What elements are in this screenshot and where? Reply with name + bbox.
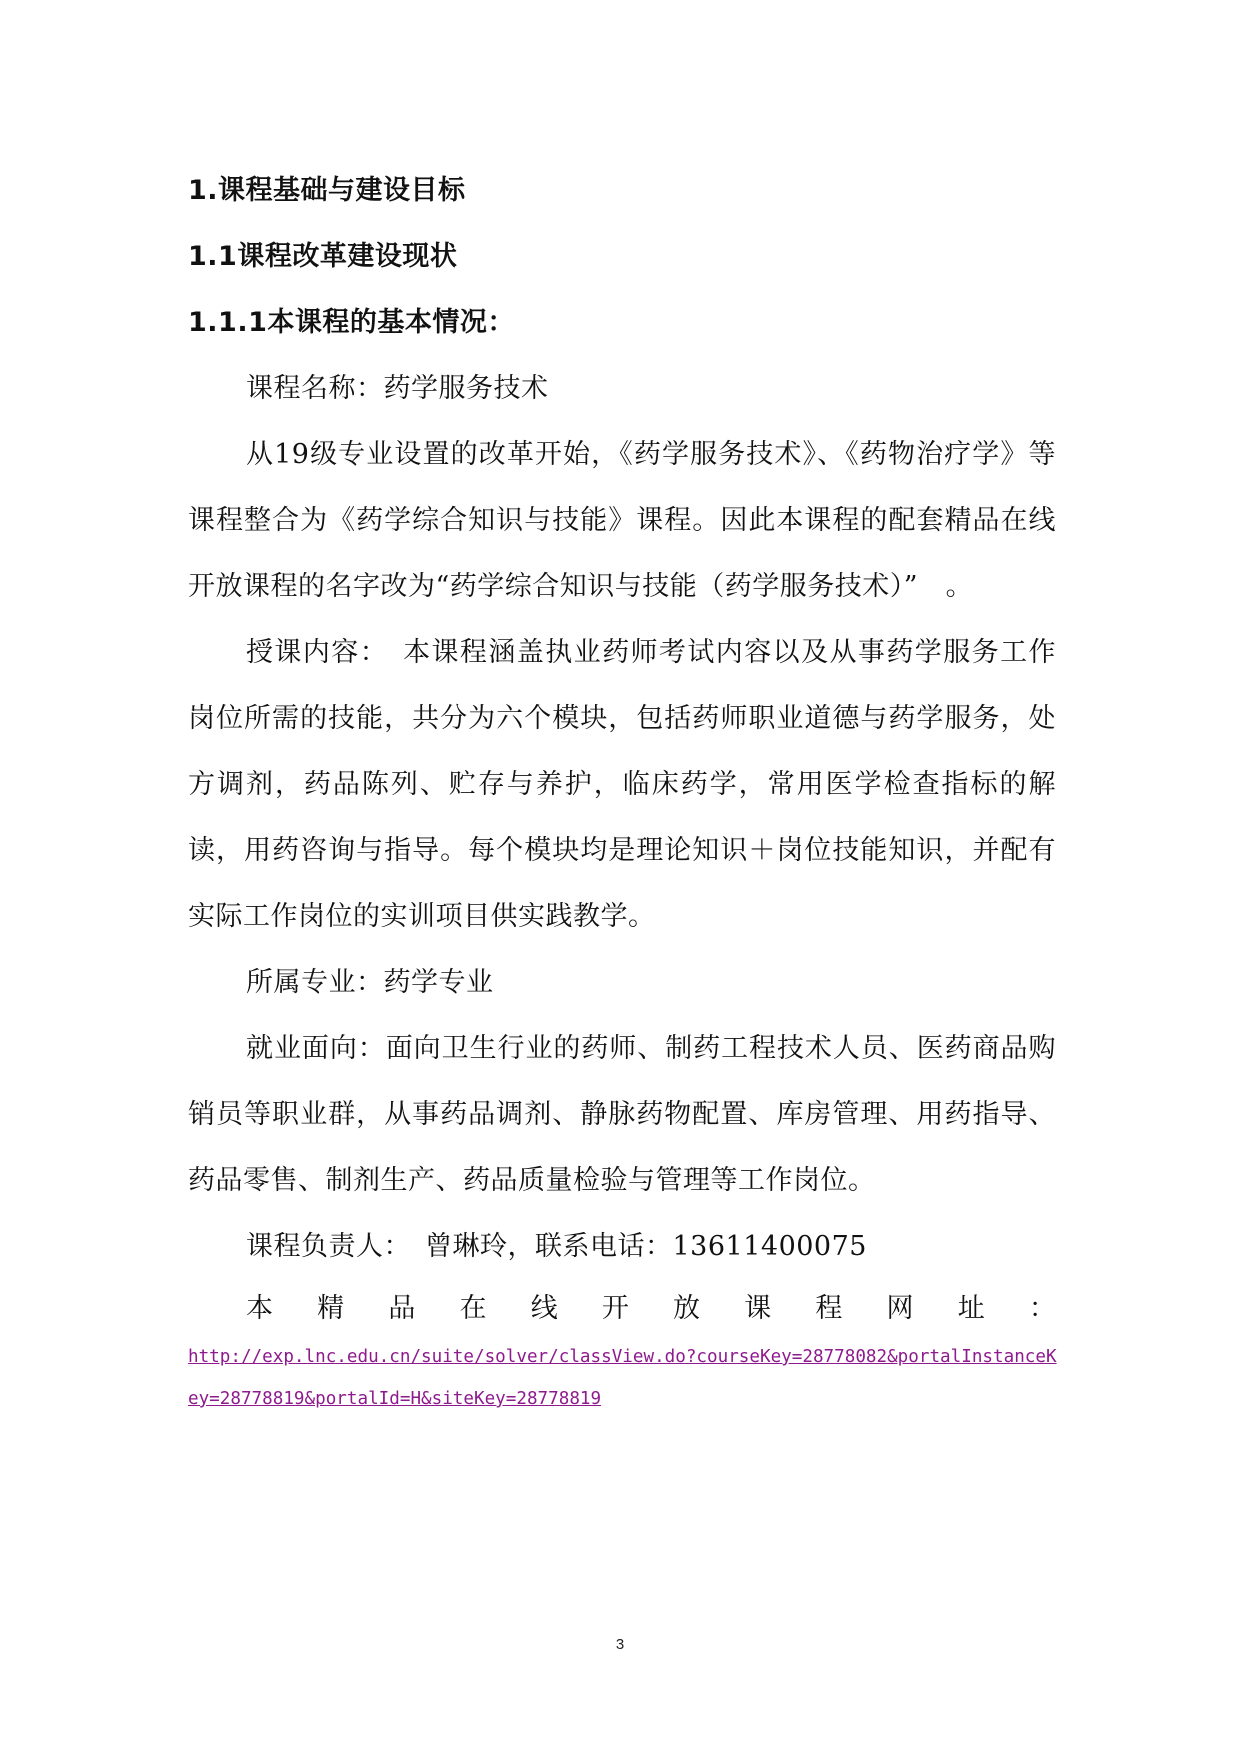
website-label [188, 1280, 1056, 1338]
section-heading-1-1-1: 1.1.1本课程的基本情况： [188, 307, 515, 338]
course-content-paragraph: 授课内容： 本课程涵盖执业药师考试内容以及从事药学服务工作岗位所需的技能，共分为六个模块，包括药师职业道德与药学服务，处方调剂，药品陈列、贮存与养护，临床药学，常用医学检查指标的解读，用药咨询与指导。每个模块均是理论知识＋岗位技能知识，并配有实际工作岗位的实训项目供实践教学。 [188, 637, 1056, 932]
page-number: 3 [615, 1636, 625, 1653]
course-name-paragraph: 课程名称：药学服务技术 [246, 373, 549, 404]
website-label-char: 在 [459, 1293, 487, 1324]
course-website-link[interactable]: http://exp.lnc.edu.cn/suite/solver/classView.do?courseKey=28778082&portalInstanceKey=28778819&portalId=H&siteKey=28778819 [188, 1347, 1057, 1409]
contact-paragraph: 课程负责人： 曾琳玲，联系电话：13611400075 [246, 1231, 867, 1262]
website-label-char: 品 [388, 1293, 416, 1324]
website-label-char: 放 [673, 1293, 701, 1324]
website-label-char: 程 [815, 1293, 843, 1324]
website-label-char: 线 [530, 1293, 558, 1324]
section-heading-1-1: 1.1课程改革建设现状 [188, 241, 458, 272]
page-content [188, 158, 1056, 1420]
website-label-char: 网 [886, 1293, 914, 1324]
website-label-char: 址 [957, 1293, 985, 1324]
reform-paragraph: 从19级专业设置的改革开始，《药学服务技术》、《药物治疗学》等课程整合为《药学综合知识与技能》课程。因此本课程的配套精品在线开放课程的名字改为“药学综合知识与技能（药学服务技术）” 。 [188, 439, 1056, 602]
website-label-char: 精 [317, 1293, 345, 1324]
website-label-char: 课 [744, 1293, 772, 1324]
website-label-char: ： [1028, 1293, 1056, 1324]
major-paragraph: 所属专业：药学专业 [246, 967, 494, 998]
section-heading-1: 1.课程基础与建设目标 [188, 175, 466, 206]
employment-paragraph: 就业面向：面向卫生行业的药师、制药工程技术人员、医药商品购销员等职业群，从事药品调剂、静脉药物配置、库房管理、用药指导、药品零售、制剂生产、药品质量检验与管理等工作岗位。 [188, 1033, 1056, 1196]
website-label-char: 开 [601, 1293, 629, 1324]
website-label-char: 本 [246, 1293, 273, 1324]
